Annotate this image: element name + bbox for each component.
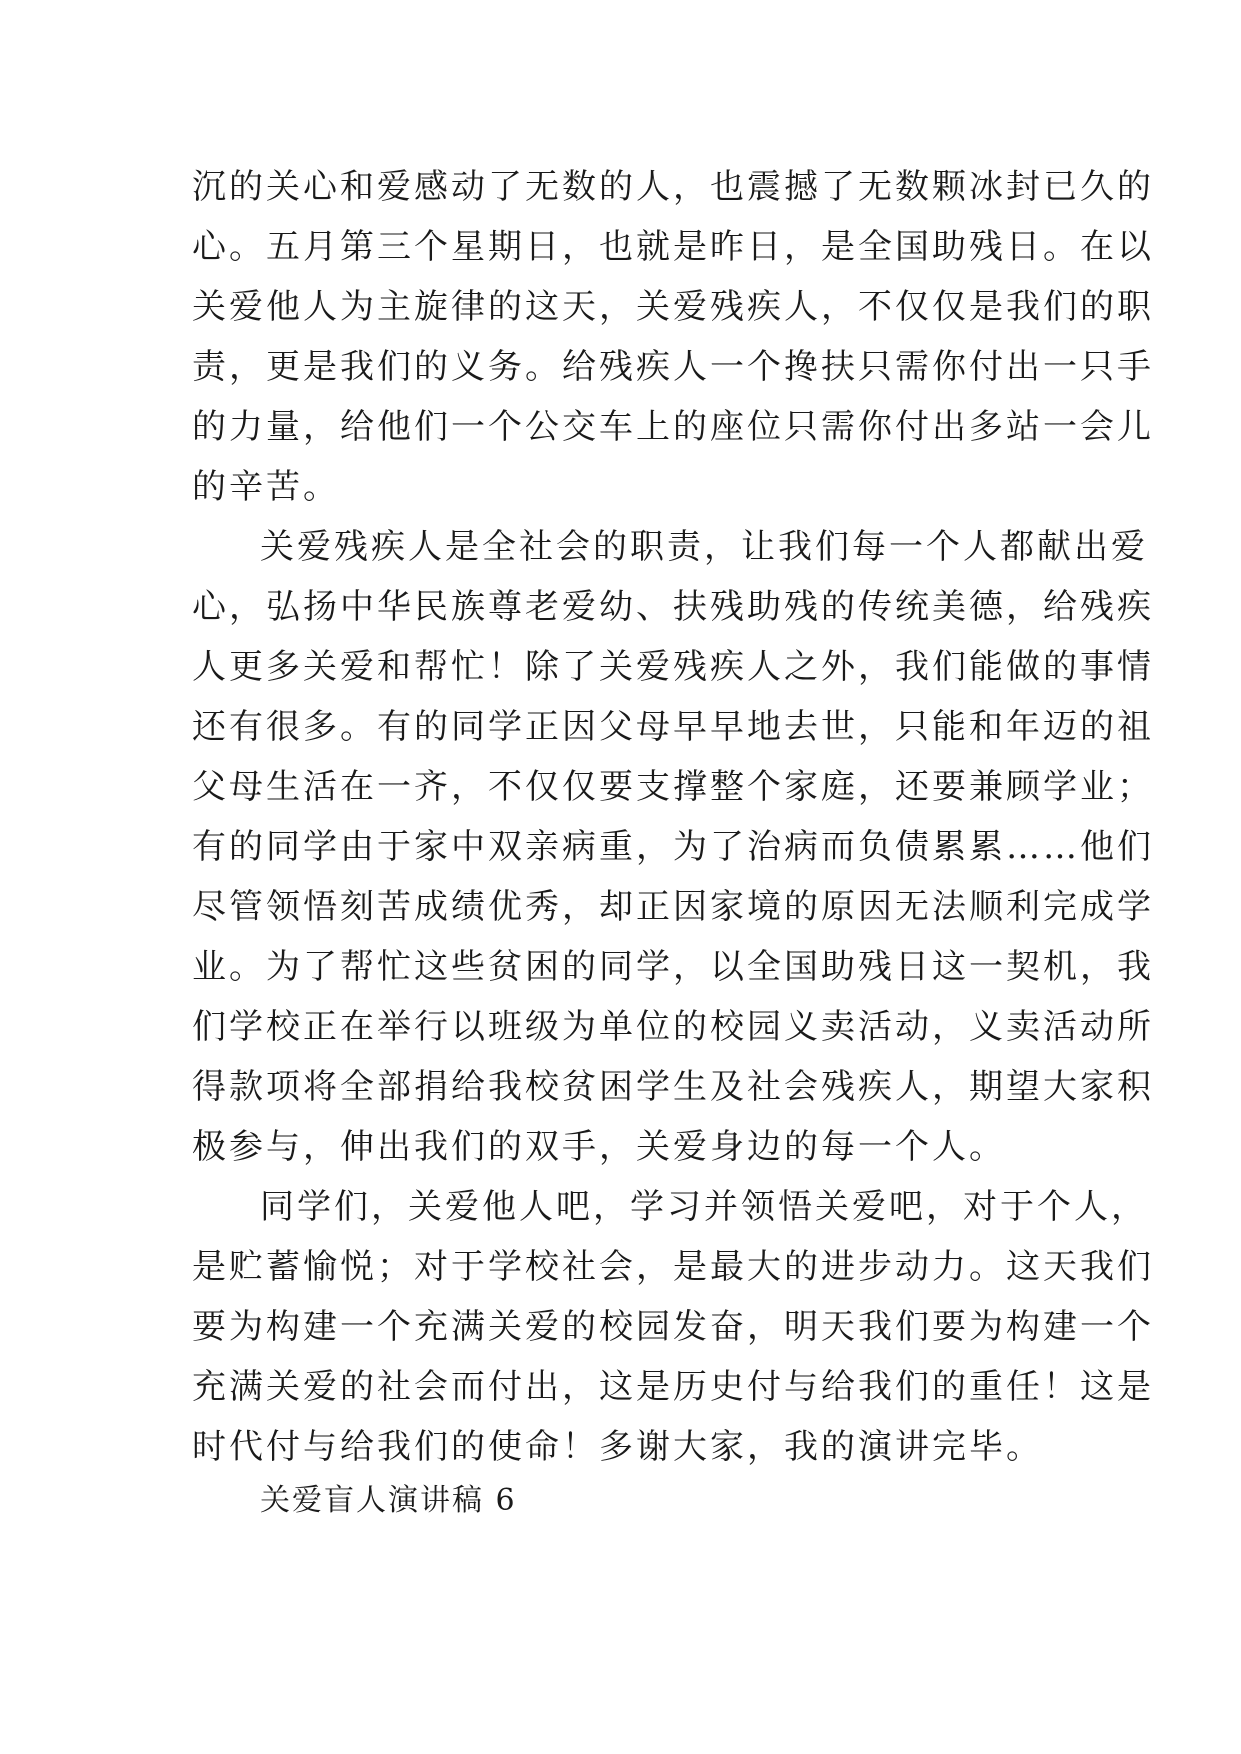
- text-line: 关爱他人为主旋律的这天，关爱残疾人，不仅仅是我们的职: [192, 287, 1154, 327]
- paragraph: [192, 157, 1154, 517]
- text-line: 有的同学由于家中双亲病重，为了治病而负债累累……他们: [192, 827, 1154, 867]
- text-line: 们学校正在举行以班级为单位的校园义卖活动，义卖活动所: [192, 1007, 1154, 1047]
- text-line: 还有很多。有的同学正因父母早早地去世，只能和年迈的祖: [192, 707, 1154, 747]
- text-line: 父母生活在一齐，不仅仅要支撑整个家庭，还要兼顾学业；: [192, 767, 1154, 807]
- paragraph: [192, 517, 1154, 1177]
- text-line: 沉的关心和爱感动了无数的人，也震撼了无数颗冰封已久的: [192, 167, 1154, 207]
- text-line: 是贮蓄愉悦；对于学校社会，是最大的进步动力。这天我们: [192, 1247, 1154, 1287]
- text-line: 的力量，给他们一个公交车上的座位只需你付出多站一会儿: [192, 407, 1154, 447]
- text-line: 要为构建一个充满关爱的校园发奋，明天我们要为构建一个: [192, 1307, 1154, 1347]
- text-line: 关爱残疾人是全社会的职责，让我们每一个人都献出爱: [260, 527, 1148, 567]
- text-line: 得款项将全部捐给我校贫困学生及社会残疾人，期望大家积: [192, 1067, 1154, 1107]
- text-line: 极参与，伸出我们的双手，关爱身边的每一个人。: [192, 1127, 1006, 1167]
- body-text: [192, 157, 1154, 1477]
- text-line: 充满关爱的社会而付出，这是历史付与给我们的重任！这是: [192, 1367, 1154, 1407]
- text-line: 心。五月第三个星期日，也就是昨日，是全国助残日。在以: [192, 227, 1154, 267]
- text-line: 责，更是我们的义务。给残疾人一个搀扶只需你付出一只手: [192, 347, 1154, 387]
- paragraph: [192, 1177, 1154, 1477]
- text-line: 同学们，关爱他人吧，学习并领悟关爱吧，对于个人，: [260, 1187, 1148, 1227]
- text-line: 心，弘扬中华民族尊老爱幼、扶残助残的传统美德，给残疾: [192, 587, 1154, 627]
- text-line: 尽管领悟刻苦成绩优秀，却正因家境的原因无法顺利完成学: [192, 887, 1154, 927]
- text-line: 人更多关爱和帮忙！除了关爱残疾人之外，我们能做的事情: [192, 647, 1154, 687]
- text-line: 时代付与给我们的使命！多谢大家，我的演讲完毕。: [192, 1427, 1043, 1467]
- text-line: 的辛苦。: [192, 467, 340, 507]
- text-line: 业。为了帮忙这些贫困的同学，以全国助残日这一契机，我: [192, 947, 1154, 987]
- section-heading: 关爱盲人演讲稿 6: [260, 1483, 517, 1518]
